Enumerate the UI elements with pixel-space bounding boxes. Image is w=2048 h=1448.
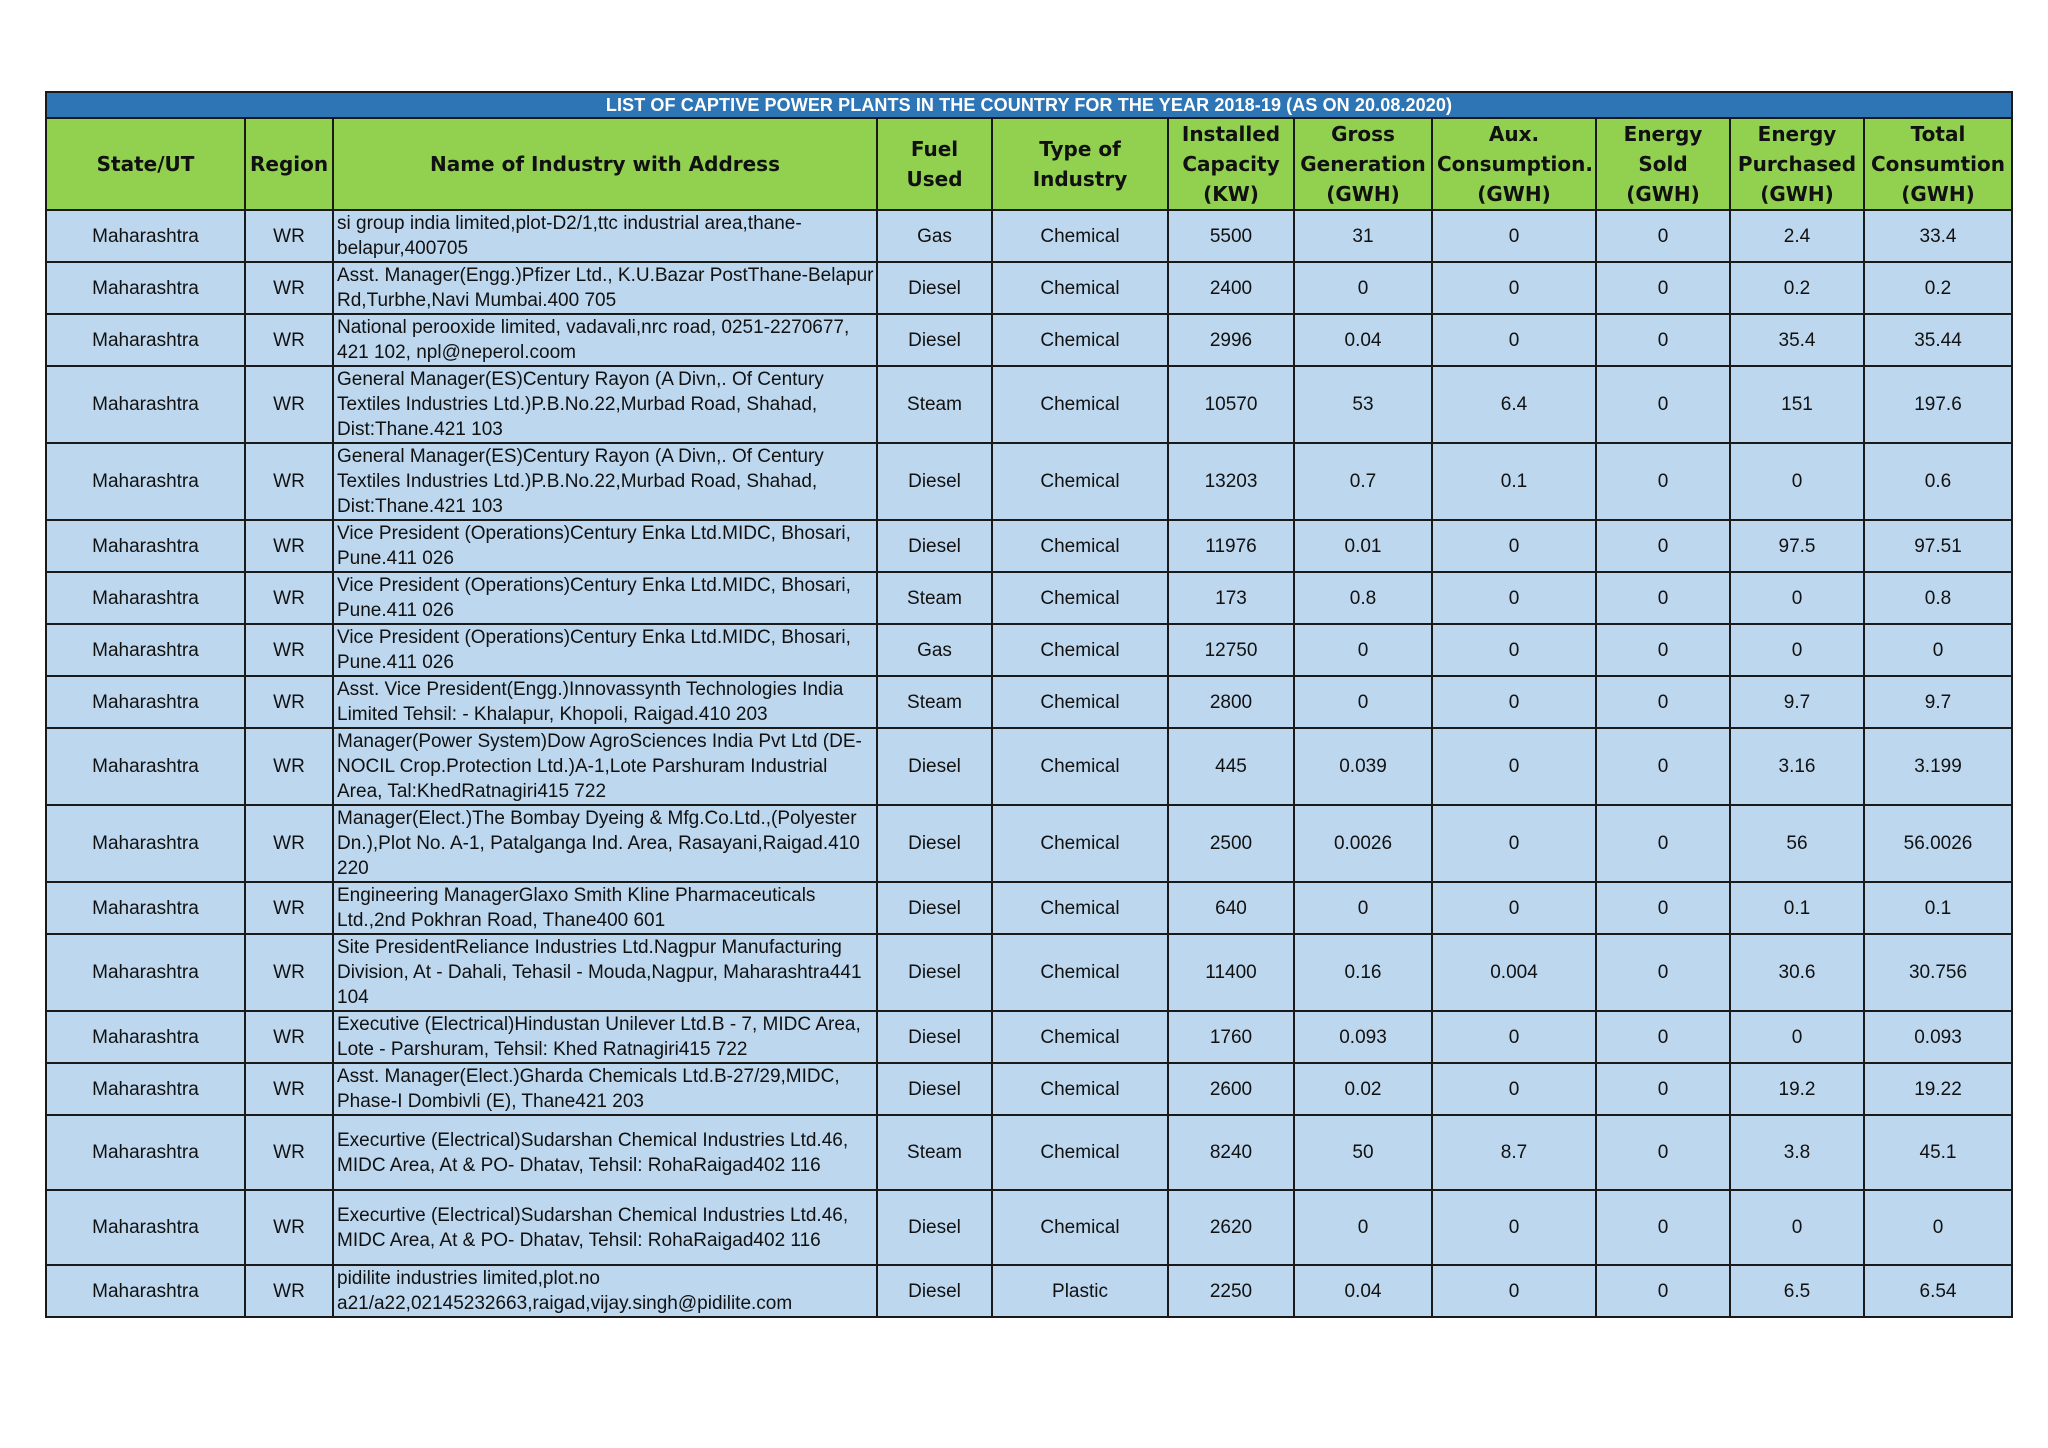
table-row — [46, 676, 2012, 728]
energy-purchased-cell: 6.5 — [1730, 1265, 1864, 1317]
fuel-cell: Diesel — [877, 934, 992, 1011]
installed-capacity-cell: 2996 — [1168, 314, 1294, 366]
fuel-cell: Steam — [877, 366, 992, 443]
energy-sold-cell: 0 — [1596, 1190, 1730, 1265]
energy-purchased-cell: 3.8 — [1730, 1115, 1864, 1190]
industry-address-cell: Site PresidentReliance Industries Ltd.Nagpur Manufacturing Division, At - Dahali, Tehasil - Mouda,Nagpur, Maharashtra441 104 — [333, 934, 877, 1011]
energy-sold-cell: 0 — [1596, 210, 1730, 262]
state-cell: Maharashtra — [46, 624, 245, 676]
industry-address-cell: Asst. Manager(Engg.)Pfizer Ltd., K.U.Bazar PostThane-Belapur Rd,Turbhe,Navi Mumbai.400 705 — [333, 262, 877, 314]
region-cell: WR — [245, 314, 333, 366]
col-header-gross-generation: Gross Generation (GWH) — [1294, 118, 1432, 210]
fuel-cell: Diesel — [877, 1011, 992, 1063]
industry-address-cell: Vice President (Operations)Century Enka Ltd.MIDC, Bhosari, Pune.411 026 — [333, 572, 877, 624]
industry-type-cell: Chemical — [992, 805, 1168, 882]
installed-capacity-cell: 8240 — [1168, 1115, 1294, 1190]
gross-generation-cell: 0.7 — [1294, 443, 1432, 520]
col-header-industry-name: Name of Industry with Address — [333, 118, 877, 210]
state-cell: Maharashtra — [46, 366, 245, 443]
aux-consumption-cell: 0 — [1432, 1063, 1596, 1115]
industry-address-cell: General Manager(ES)Century Rayon (A Divn,. Of Century Textiles Industries Ltd.)P.B.No.22,Murbad Road, Shahad, Dist:Thane.421 103 — [333, 443, 877, 520]
total-consumption-cell: 197.6 — [1864, 366, 2012, 443]
aux-consumption-cell: 0.1 — [1432, 443, 1596, 520]
energy-purchased-cell: 9.7 — [1730, 676, 1864, 728]
energy-sold-cell: 0 — [1596, 676, 1730, 728]
industry-type-cell: Chemical — [992, 210, 1168, 262]
industry-address-cell: National perooxide limited, vadavali,nrc road, 0251-2270677, 421 102, npl@neperol.coom — [333, 314, 877, 366]
energy-purchased-cell: 0 — [1730, 443, 1864, 520]
industry-address-cell: Manager(Elect.)The Bombay Dyeing & Mfg.Co.Ltd.,(Polyester Dn.),Plot No. A-1, Patalganga Ind. Area, Rasayani,Raigad.410 220 — [333, 805, 877, 882]
state-cell: Maharashtra — [46, 1011, 245, 1063]
col-header-energy-sold: Energy Sold (GWH) — [1596, 118, 1730, 210]
region-cell: WR — [245, 210, 333, 262]
state-cell: Maharashtra — [46, 572, 245, 624]
energy-sold-cell: 0 — [1596, 728, 1730, 805]
installed-capacity-cell: 13203 — [1168, 443, 1294, 520]
industry-type-cell: Plastic — [992, 1265, 1168, 1317]
gross-generation-cell: 0 — [1294, 624, 1432, 676]
fuel-cell: Diesel — [877, 1063, 992, 1115]
table-row — [46, 1011, 2012, 1063]
table-row — [46, 805, 2012, 882]
energy-sold-cell: 0 — [1596, 262, 1730, 314]
industry-type-cell: Chemical — [992, 934, 1168, 1011]
gross-generation-cell: 0.02 — [1294, 1063, 1432, 1115]
industry-type-cell: Chemical — [992, 676, 1168, 728]
total-consumption-cell: 97.51 — [1864, 520, 2012, 572]
col-header-region: Region — [245, 118, 333, 210]
industry-address-cell: Vice President (Operations)Century Enka Ltd.MIDC, Bhosari, Pune.411 026 — [333, 520, 877, 572]
fuel-cell: Diesel — [877, 1265, 992, 1317]
industry-address-cell: Asst. Manager(Elect.)Gharda Chemicals Ltd.B-27/29,MIDC, Phase-I Dombivli (E), Thane421 203 — [333, 1063, 877, 1115]
fuel-cell: Diesel — [877, 1190, 992, 1265]
industry-address-cell: Execurtive (Electrical)Sudarshan Chemical Industries Ltd.46, MIDC Area, At & PO- Dhatav, Tehsil: RohaRaigad402 116 — [333, 1190, 877, 1265]
region-cell: WR — [245, 1011, 333, 1063]
total-consumption-cell: 0.8 — [1864, 572, 2012, 624]
industry-type-cell: Chemical — [992, 314, 1168, 366]
energy-purchased-cell: 2.4 — [1730, 210, 1864, 262]
energy-sold-cell: 0 — [1596, 443, 1730, 520]
energy-sold-cell: 0 — [1596, 572, 1730, 624]
installed-capacity-cell: 2800 — [1168, 676, 1294, 728]
region-cell: WR — [245, 1190, 333, 1265]
total-consumption-cell: 3.199 — [1864, 728, 2012, 805]
state-cell: Maharashtra — [46, 676, 245, 728]
state-cell: Maharashtra — [46, 1063, 245, 1115]
region-cell: WR — [245, 934, 333, 1011]
industry-address-cell: General Manager(ES)Century Rayon (A Divn,. Of Century Textiles Industries Ltd.)P.B.No.22,Murbad Road, Shahad, Dist:Thane.421 103 — [333, 366, 877, 443]
installed-capacity-cell: 5500 — [1168, 210, 1294, 262]
energy-purchased-cell: 0 — [1730, 1011, 1864, 1063]
state-cell: Maharashtra — [46, 262, 245, 314]
industry-address-cell: Engineering ManagerGlaxo Smith Kline Pharmaceuticals Ltd.,2nd Pokhran Road, Thane400 601 — [333, 882, 877, 934]
industry-type-cell: Chemical — [992, 1190, 1168, 1265]
aux-consumption-cell: 0 — [1432, 1011, 1596, 1063]
gross-generation-cell: 0.01 — [1294, 520, 1432, 572]
state-cell: Maharashtra — [46, 443, 245, 520]
aux-consumption-cell: 0.004 — [1432, 934, 1596, 1011]
region-cell: WR — [245, 805, 333, 882]
installed-capacity-cell: 640 — [1168, 882, 1294, 934]
table-row — [46, 1063, 2012, 1115]
gross-generation-cell: 50 — [1294, 1115, 1432, 1190]
aux-consumption-cell: 8.7 — [1432, 1115, 1596, 1190]
industry-address-cell: Execurtive (Electrical)Sudarshan Chemical Industries Ltd.46, MIDC Area, At & PO- Dhatav, Tehsil: RohaRaigad402 116 — [333, 1115, 877, 1190]
industry-address-cell: si group india limited,plot-D2/1,ttc industrial area,thane-belapur,400705 — [333, 210, 877, 262]
fuel-cell: Diesel — [877, 314, 992, 366]
gross-generation-cell: 0 — [1294, 1190, 1432, 1265]
gross-generation-cell: 53 — [1294, 366, 1432, 443]
table-row — [46, 443, 2012, 520]
state-cell: Maharashtra — [46, 1265, 245, 1317]
total-consumption-cell: 33.4 — [1864, 210, 2012, 262]
gross-generation-cell: 0.093 — [1294, 1011, 1432, 1063]
industry-type-cell: Chemical — [992, 443, 1168, 520]
installed-capacity-cell: 2500 — [1168, 805, 1294, 882]
region-cell: WR — [245, 262, 333, 314]
installed-capacity-cell: 10570 — [1168, 366, 1294, 443]
state-cell: Maharashtra — [46, 1190, 245, 1265]
fuel-cell: Steam — [877, 572, 992, 624]
installed-capacity-cell: 2620 — [1168, 1190, 1294, 1265]
industry-type-cell: Chemical — [992, 1011, 1168, 1063]
fuel-cell: Gas — [877, 624, 992, 676]
energy-purchased-cell: 0.1 — [1730, 882, 1864, 934]
total-consumption-cell: 35.44 — [1864, 314, 2012, 366]
table-title: LIST OF CAPTIVE POWER PLANTS IN THE COUNTRY FOR THE YEAR 2018-19 (AS ON 20.08.2020) — [45, 91, 2013, 117]
col-header-energy-purchased: Energy Purchased (GWH) — [1730, 118, 1864, 210]
energy-purchased-cell: 56 — [1730, 805, 1864, 882]
energy-purchased-cell: 0 — [1730, 1190, 1864, 1265]
aux-consumption-cell: 0 — [1432, 728, 1596, 805]
state-cell: Maharashtra — [46, 314, 245, 366]
installed-capacity-cell: 12750 — [1168, 624, 1294, 676]
industry-type-cell: Chemical — [992, 262, 1168, 314]
industry-address-cell: Executive (Electrical)Hindustan Unilever Ltd.B - 7, MIDC Area, Lote - Parshuram, Tehsil: Khed Ratnagiri415 722 — [333, 1011, 877, 1063]
gross-generation-cell: 0.04 — [1294, 314, 1432, 366]
col-header-total-consumption: Total Consumtion (GWH) — [1864, 118, 2012, 210]
table-row — [46, 314, 2012, 366]
total-consumption-cell: 0.093 — [1864, 1011, 2012, 1063]
aux-consumption-cell: 0 — [1432, 520, 1596, 572]
total-consumption-cell: 56.0026 — [1864, 805, 2012, 882]
energy-sold-cell: 0 — [1596, 314, 1730, 366]
energy-purchased-cell: 0.2 — [1730, 262, 1864, 314]
total-consumption-cell: 0 — [1864, 1190, 2012, 1265]
total-consumption-cell: 0.1 — [1864, 882, 2012, 934]
energy-purchased-cell: 97.5 — [1730, 520, 1864, 572]
region-cell: WR — [245, 1115, 333, 1190]
industry-type-cell: Chemical — [992, 624, 1168, 676]
state-cell: Maharashtra — [46, 210, 245, 262]
gross-generation-cell: 0.039 — [1294, 728, 1432, 805]
col-header-fuel: Fuel Used — [877, 118, 992, 210]
aux-consumption-cell: 0 — [1432, 262, 1596, 314]
captive-power-plants-table — [45, 91, 2013, 1318]
total-consumption-cell: 0.6 — [1864, 443, 2012, 520]
industry-address-cell: Asst. Vice President(Engg.)Innovassynth Technologies India Limited Tehsil: - Khalapur, Khopoli, Raigad.410 203 — [333, 676, 877, 728]
aux-consumption-cell: 0 — [1432, 805, 1596, 882]
fuel-cell: Diesel — [877, 882, 992, 934]
state-cell: Maharashtra — [46, 1115, 245, 1190]
region-cell: WR — [245, 572, 333, 624]
aux-consumption-cell: 0 — [1432, 314, 1596, 366]
gross-generation-cell: 0.0026 — [1294, 805, 1432, 882]
energy-sold-cell: 0 — [1596, 1115, 1730, 1190]
industry-type-cell: Chemical — [992, 520, 1168, 572]
table-row — [46, 572, 2012, 624]
total-consumption-cell: 45.1 — [1864, 1115, 2012, 1190]
state-cell: Maharashtra — [46, 728, 245, 805]
region-cell: WR — [245, 676, 333, 728]
aux-consumption-cell: 0 — [1432, 676, 1596, 728]
state-cell: Maharashtra — [46, 882, 245, 934]
industry-type-cell: Chemical — [992, 1115, 1168, 1190]
industry-type-cell: Chemical — [992, 1063, 1168, 1115]
table-row — [46, 520, 2012, 572]
industry-address-cell: pidilite industries limited,plot.no a21/a22,02145232663,raigad,vijay.singh@pidilite.com — [333, 1265, 877, 1317]
region-cell: WR — [245, 624, 333, 676]
gross-generation-cell: 0 — [1294, 262, 1432, 314]
aux-consumption-cell: 0 — [1432, 624, 1596, 676]
energy-sold-cell: 0 — [1596, 882, 1730, 934]
gross-generation-cell: 0 — [1294, 676, 1432, 728]
installed-capacity-cell: 1760 — [1168, 1011, 1294, 1063]
installed-capacity-cell: 11976 — [1168, 520, 1294, 572]
aux-consumption-cell: 0 — [1432, 882, 1596, 934]
col-header-industry-type: Type of Industry — [992, 118, 1168, 210]
energy-sold-cell: 0 — [1596, 805, 1730, 882]
table-row — [46, 728, 2012, 805]
table-row — [46, 934, 2012, 1011]
energy-purchased-cell: 0 — [1730, 572, 1864, 624]
gross-generation-cell: 31 — [1294, 210, 1432, 262]
fuel-cell: Gas — [877, 210, 992, 262]
table-row — [46, 1190, 2012, 1265]
gross-generation-cell: 0 — [1294, 882, 1432, 934]
energy-purchased-cell: 35.4 — [1730, 314, 1864, 366]
industry-type-cell: Chemical — [992, 572, 1168, 624]
table-row — [46, 624, 2012, 676]
col-header-aux-consumption: Aux. Consumption. (GWH) — [1432, 118, 1596, 210]
header-row — [46, 118, 2012, 210]
gross-generation-cell: 0.8 — [1294, 572, 1432, 624]
region-cell: WR — [245, 1063, 333, 1115]
energy-purchased-cell: 0 — [1730, 624, 1864, 676]
total-consumption-cell: 30.756 — [1864, 934, 2012, 1011]
region-cell: WR — [245, 882, 333, 934]
energy-sold-cell: 0 — [1596, 1265, 1730, 1317]
state-cell: Maharashtra — [46, 520, 245, 572]
energy-sold-cell: 0 — [1596, 934, 1730, 1011]
energy-sold-cell: 0 — [1596, 1063, 1730, 1115]
installed-capacity-cell: 2600 — [1168, 1063, 1294, 1115]
table-row — [46, 882, 2012, 934]
industry-type-cell: Chemical — [992, 366, 1168, 443]
aux-consumption-cell: 0 — [1432, 1190, 1596, 1265]
energy-sold-cell: 0 — [1596, 366, 1730, 443]
region-cell: WR — [245, 443, 333, 520]
table-row — [46, 1265, 2012, 1317]
total-consumption-cell: 0.2 — [1864, 262, 2012, 314]
aux-consumption-cell: 0 — [1432, 1265, 1596, 1317]
industry-address-cell: Manager(Power System)Dow AgroSciences India Pvt Ltd (DE-NOCIL Crop.Protection Ltd.)A-1,Lote Parshuram Industrial Area, Tal:KhedRatnagiri415 722 — [333, 728, 877, 805]
installed-capacity-cell: 173 — [1168, 572, 1294, 624]
energy-purchased-cell: 151 — [1730, 366, 1864, 443]
energy-sold-cell: 0 — [1596, 520, 1730, 572]
aux-consumption-cell: 0 — [1432, 210, 1596, 262]
table-body — [46, 210, 2012, 1317]
industry-type-cell: Chemical — [992, 728, 1168, 805]
total-consumption-cell: 0 — [1864, 624, 2012, 676]
aux-consumption-cell: 6.4 — [1432, 366, 1596, 443]
installed-capacity-cell: 445 — [1168, 728, 1294, 805]
table-row — [46, 366, 2012, 443]
industry-address-cell: Vice President (Operations)Century Enka Ltd.MIDC, Bhosari, Pune.411 026 — [333, 624, 877, 676]
gross-generation-cell: 0.16 — [1294, 934, 1432, 1011]
energy-sold-cell: 0 — [1596, 624, 1730, 676]
industry-type-cell: Chemical — [992, 882, 1168, 934]
region-cell: WR — [245, 728, 333, 805]
col-header-state: State/UT — [46, 118, 245, 210]
energy-sold-cell: 0 — [1596, 1011, 1730, 1063]
col-header-installed-capacity: Installed Capacity (KW) — [1168, 118, 1294, 210]
gross-generation-cell: 0.04 — [1294, 1265, 1432, 1317]
total-consumption-cell: 19.22 — [1864, 1063, 2012, 1115]
energy-purchased-cell: 30.6 — [1730, 934, 1864, 1011]
region-cell: WR — [245, 366, 333, 443]
fuel-cell: Diesel — [877, 728, 992, 805]
region-cell: WR — [245, 1265, 333, 1317]
installed-capacity-cell: 2400 — [1168, 262, 1294, 314]
installed-capacity-cell: 11400 — [1168, 934, 1294, 1011]
state-cell: Maharashtra — [46, 934, 245, 1011]
fuel-cell: Diesel — [877, 443, 992, 520]
aux-consumption-cell: 0 — [1432, 572, 1596, 624]
table-row — [46, 262, 2012, 314]
table-row — [46, 1115, 2012, 1190]
fuel-cell: Diesel — [877, 262, 992, 314]
energy-purchased-cell: 19.2 — [1730, 1063, 1864, 1115]
energy-purchased-cell: 3.16 — [1730, 728, 1864, 805]
fuel-cell: Diesel — [877, 805, 992, 882]
total-consumption-cell: 9.7 — [1864, 676, 2012, 728]
region-cell: WR — [245, 520, 333, 572]
fuel-cell: Steam — [877, 676, 992, 728]
total-consumption-cell: 6.54 — [1864, 1265, 2012, 1317]
fuel-cell: Steam — [877, 1115, 992, 1190]
installed-capacity-cell: 2250 — [1168, 1265, 1294, 1317]
table-row — [46, 210, 2012, 262]
state-cell: Maharashtra — [46, 805, 245, 882]
fuel-cell: Diesel — [877, 520, 992, 572]
